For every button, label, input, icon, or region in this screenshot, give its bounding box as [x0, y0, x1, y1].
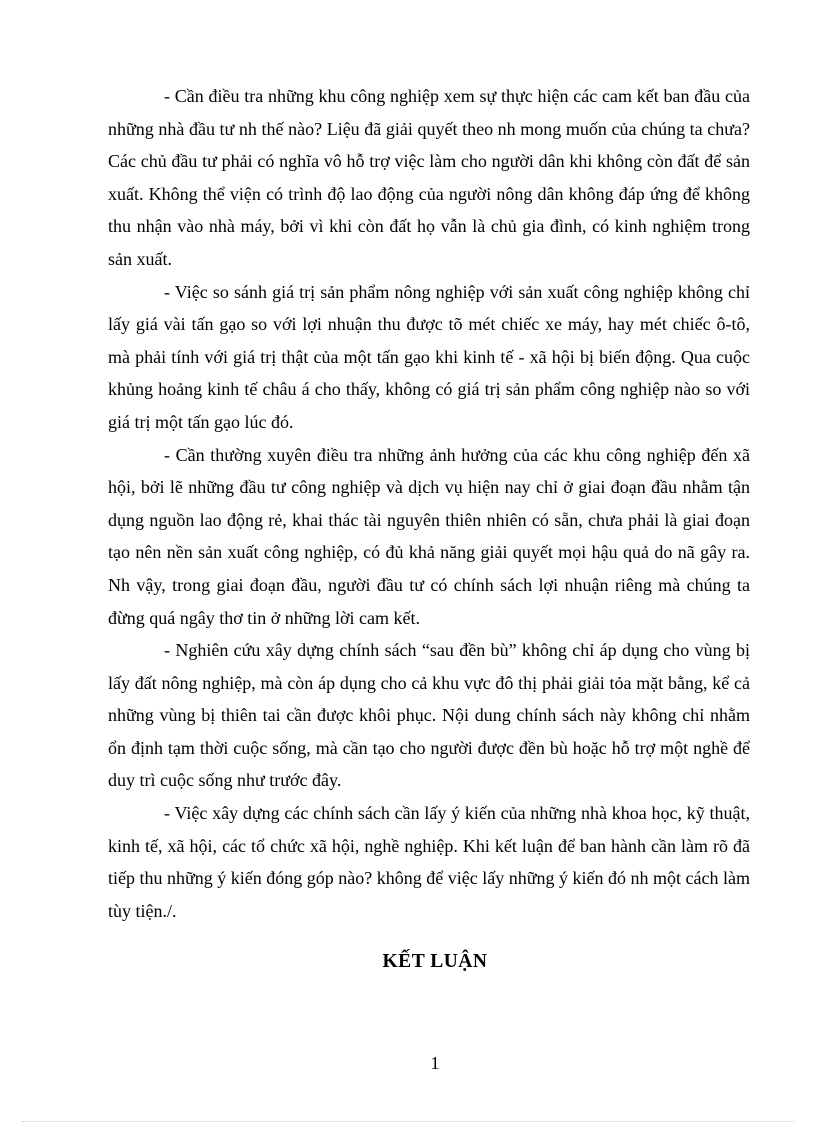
- paragraph-social-impact: - Cần thường xuyên điều tra những ảnh hưởng của các khu công nghiệp đến xã hội, bởi lẽ những đầu tư công nghiệp và dịch vụ hiện nay chỉ ở giai đoạn đầu nhằm tận dụng nguồn lao động rẻ, khai thác tài nguyên thiên nhiên có sẵn, chưa phải là giai đoạn tạo nên nền sản xuất công nghiệp, có đủ khả năng giải quyết mọi hậu quả do nã gây ra. Nh vậy, trong giai đoạn đầu, người đầu tư có chính sách lợi nhuận riêng mà chúng ta đừng quá ngây thơ tin ở những lời cam kết.: [108, 444, 750, 628]
- body-text: [108, 80, 750, 927]
- page-number: 1: [430, 1053, 440, 1073]
- page-footer-divider: [22, 1121, 794, 1122]
- paragraph-post-compensation-policy: - Nghiên cứu xây dựng chính sách “sau đền bù” không chỉ áp dụng cho vùng bị lấy đất nông nghiệp, mà còn áp dụng cho cả khu vực đô thị phải giải tỏa mặt bằng, kể cả những vùng bị thiên tai cần được khôi phục. Nội dung chính sách này không chỉ nhằm ổn định tạm thời cuộc sống, mà cần tạo cho người được đền bù hoặc hỗ trợ một nghề để duy trì cuộc sống như trước đây.: [108, 640, 750, 791]
- paragraph-investor-commitments: - Cần điều tra những khu công nghiệp xem sự thực hiện các cam kết ban đầu của những nhà đầu tư nh thế nào? Liệu đã giải quyết theo nh mong muốn của chúng ta chưa? Các chủ đầu tư phải có nghĩa vô hỗ trợ việc làm cho người dân khi không còn đất để sản xuất. Không thể viện có trình độ lao động của người nông dân không đáp ứng để không thu nhận vào nhà máy, bởi vì khi còn đất họ vẫn là chủ gia đình, có kinh nghiệm trong sản xuất.: [108, 86, 750, 269]
- section-heading-conclusion: KẾT LUẬN: [382, 951, 488, 972]
- paragraph-value-comparison: - Việc so sánh giá trị sản phẩm nông nghiệp với sản xuất công nghiệp không chỉ lấy giá vài tấn gạo so với lợi nhuận thu được tõ mét chiếc xe máy, hay mét chiếc ô-tô, mà phải tính với giá trị thật của một tấn gạo khi kinh tế - xã hội bị biến động. Qua cuộc khủng hoảng kinh tế châu á cho thấy, không có giá trị sản phẩm công nghiệp nào so với giá trị một tấn gạo lúc đó.: [108, 281, 750, 432]
- paragraph-expert-consultation: - Việc xây dựng các chính sách cần lấy ý kiến của những nhà khoa học, kỹ thuật, kinh tế, xã hội, các tổ chức xã hội, nghề nghiệp. Khi kết luận để ban hành cần làm rõ đã tiếp thu những ý kiến đóng góp nào? không để việc lấy những ý kiến đó nh một cách làm tùy tiện./.: [108, 803, 750, 921]
